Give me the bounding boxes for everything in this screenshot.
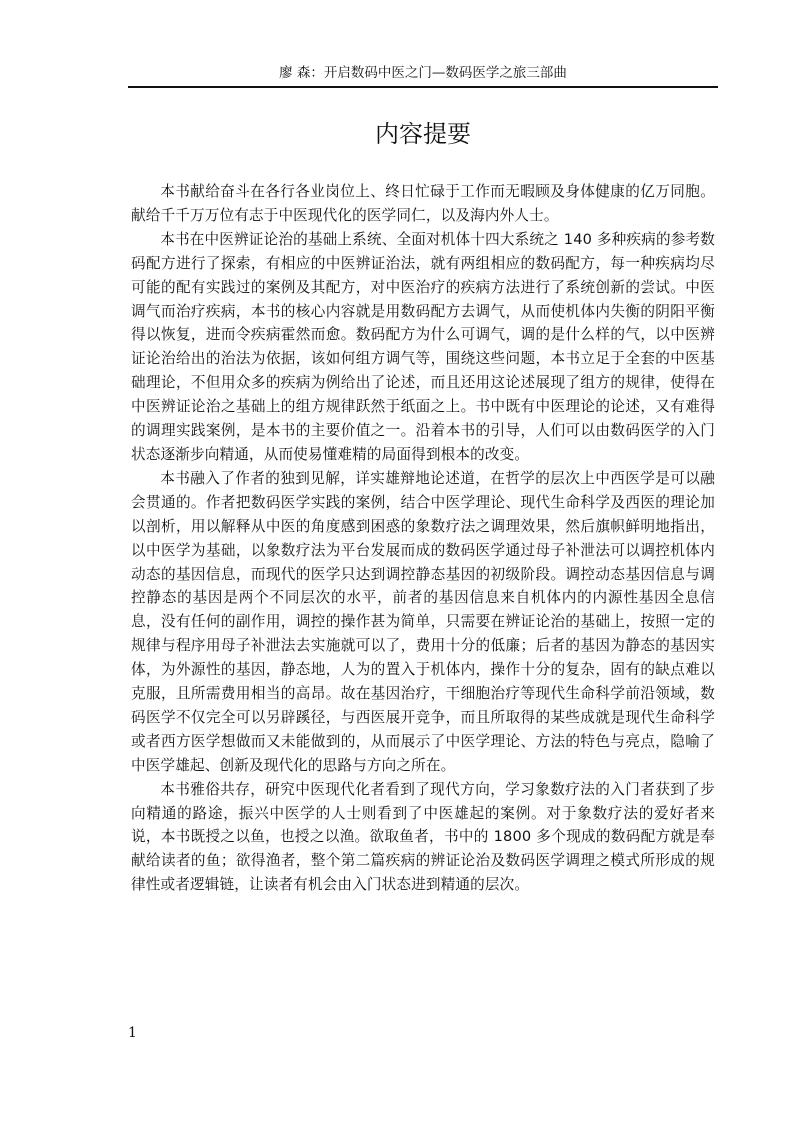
- paragraph-content-overview: 本书在中医辨证论治的基础上系统、全面对机体十四大系统之 140 多种疾病的参考数码配方进行了探索，有相应的中医辨证治法，就有两组相应的数码配方，每一种疾病均尽可能的配有实践过的案例及其配方，对中医治疗的疾病方法进行了系统创新的尝试。中医调气而治疗疾病，本书的核心内容就是用数码配方去调气，从而使机体内失衡的阴阳平衡得以恢复，进而令疾病霍然而愈。数码配方为什么可调气，调的是什么样的气，以中医辨证论治给出的治法为依据，该如何组方调气等，围绕这些问题，本书立足于全套的中医基础理论，不但用众多的疾病为例给出了论述，而且还用这论述展现了组方的规律，使得在中医辨证论治之基础上的组方规律跃然于纸面之上。书中既有中医理论的论述，又有难得的调理实践案例，是本书的主要价值之一。沿着本书的引导，人们可以由数码医学的入门状态逐渐步向精通，从而使易懂难精的局面得到根本的改变。: [131, 230, 715, 463]
- paragraph-audience: 本书雅俗共存，研究中医现代化者看到了现代方向，学习象数疗法的入门者获到了步向精通的路途，振兴中医学的人士则看到了中医雄起的案例。对于象数疗法的爱好者来说，本书既授之以鱼，也授之以渔。欲取鱼者，书中的 1800 多个现成的数码配方就是奉献给读者的鱼；欲得渔者，整个第二篇疾病的辨证论治及数码医学调理之模式所形成的规律性或者逻辑链，让读者有机会由入门状态进到精通的层次。: [131, 780, 715, 894]
- page-number: 1: [128, 1025, 137, 1041]
- paragraph-author-views: 本书融入了作者的独到见解，详实雄辩地论述道，在哲学的层次上中西医学是可以融会贯通的。作者把数码医学实践的案例，结合中医学理论、现代生命科学及西医的理论加以剖析，用以解释从中医的角度感到困惑的象数疗法之调理效果，然后旗帜鲜明地指出，以中医学为基础，以象数疗法为平台发展而成的数码医学通过母子补泄法可以调控机体内动态的基因信息，而现代的医学只达到调控静态基因的初级阶段。调控动态基因信息与调控静态的基因是两个不同层次的水平，前者的基因信息来自机体内的内源性基因全息信息，没有任何的副作用，调控的操作甚为简单，只需要在辨证论治的基础上，按照一定的规律与程序用母子补泄法去实施就可以了，费用十分的低廉；后者的基因为静态的基因实体，为外源性的基因，静态地，人为的置入于机体内，操作十分的复杂，固有的缺点难以克服，且所需费用相当的高昂。故在基因治疗，干细胞治疗等现代生命科学前沿领域，数码医学不仅完全可以另辟蹊径，与西医展开竞争，而且所取得的某些成就是现代生命科学或者西方医学想做而又未能做到的，从而展示了中医学理论、方法的特色与亮点，隐喻了中医学雄起、创新及现代化的思路与方向之所在。: [131, 469, 715, 774]
- header-rule: [128, 86, 718, 88]
- running-header: 廖 森：开启数码中医之门—数码医学之旅三部曲: [279, 65, 567, 81]
- paragraph-dedication: 本书献给奋斗在各行各业岗位上、终日忙碌于工作而无暇顾及身体健康的亿万同胞。献给千千万万位有志于中医现代化的医学同仁，以及海内外人士。: [131, 183, 715, 224]
- page-title: 内容提要: [375, 120, 471, 148]
- abstract-body: [131, 180, 715, 897]
